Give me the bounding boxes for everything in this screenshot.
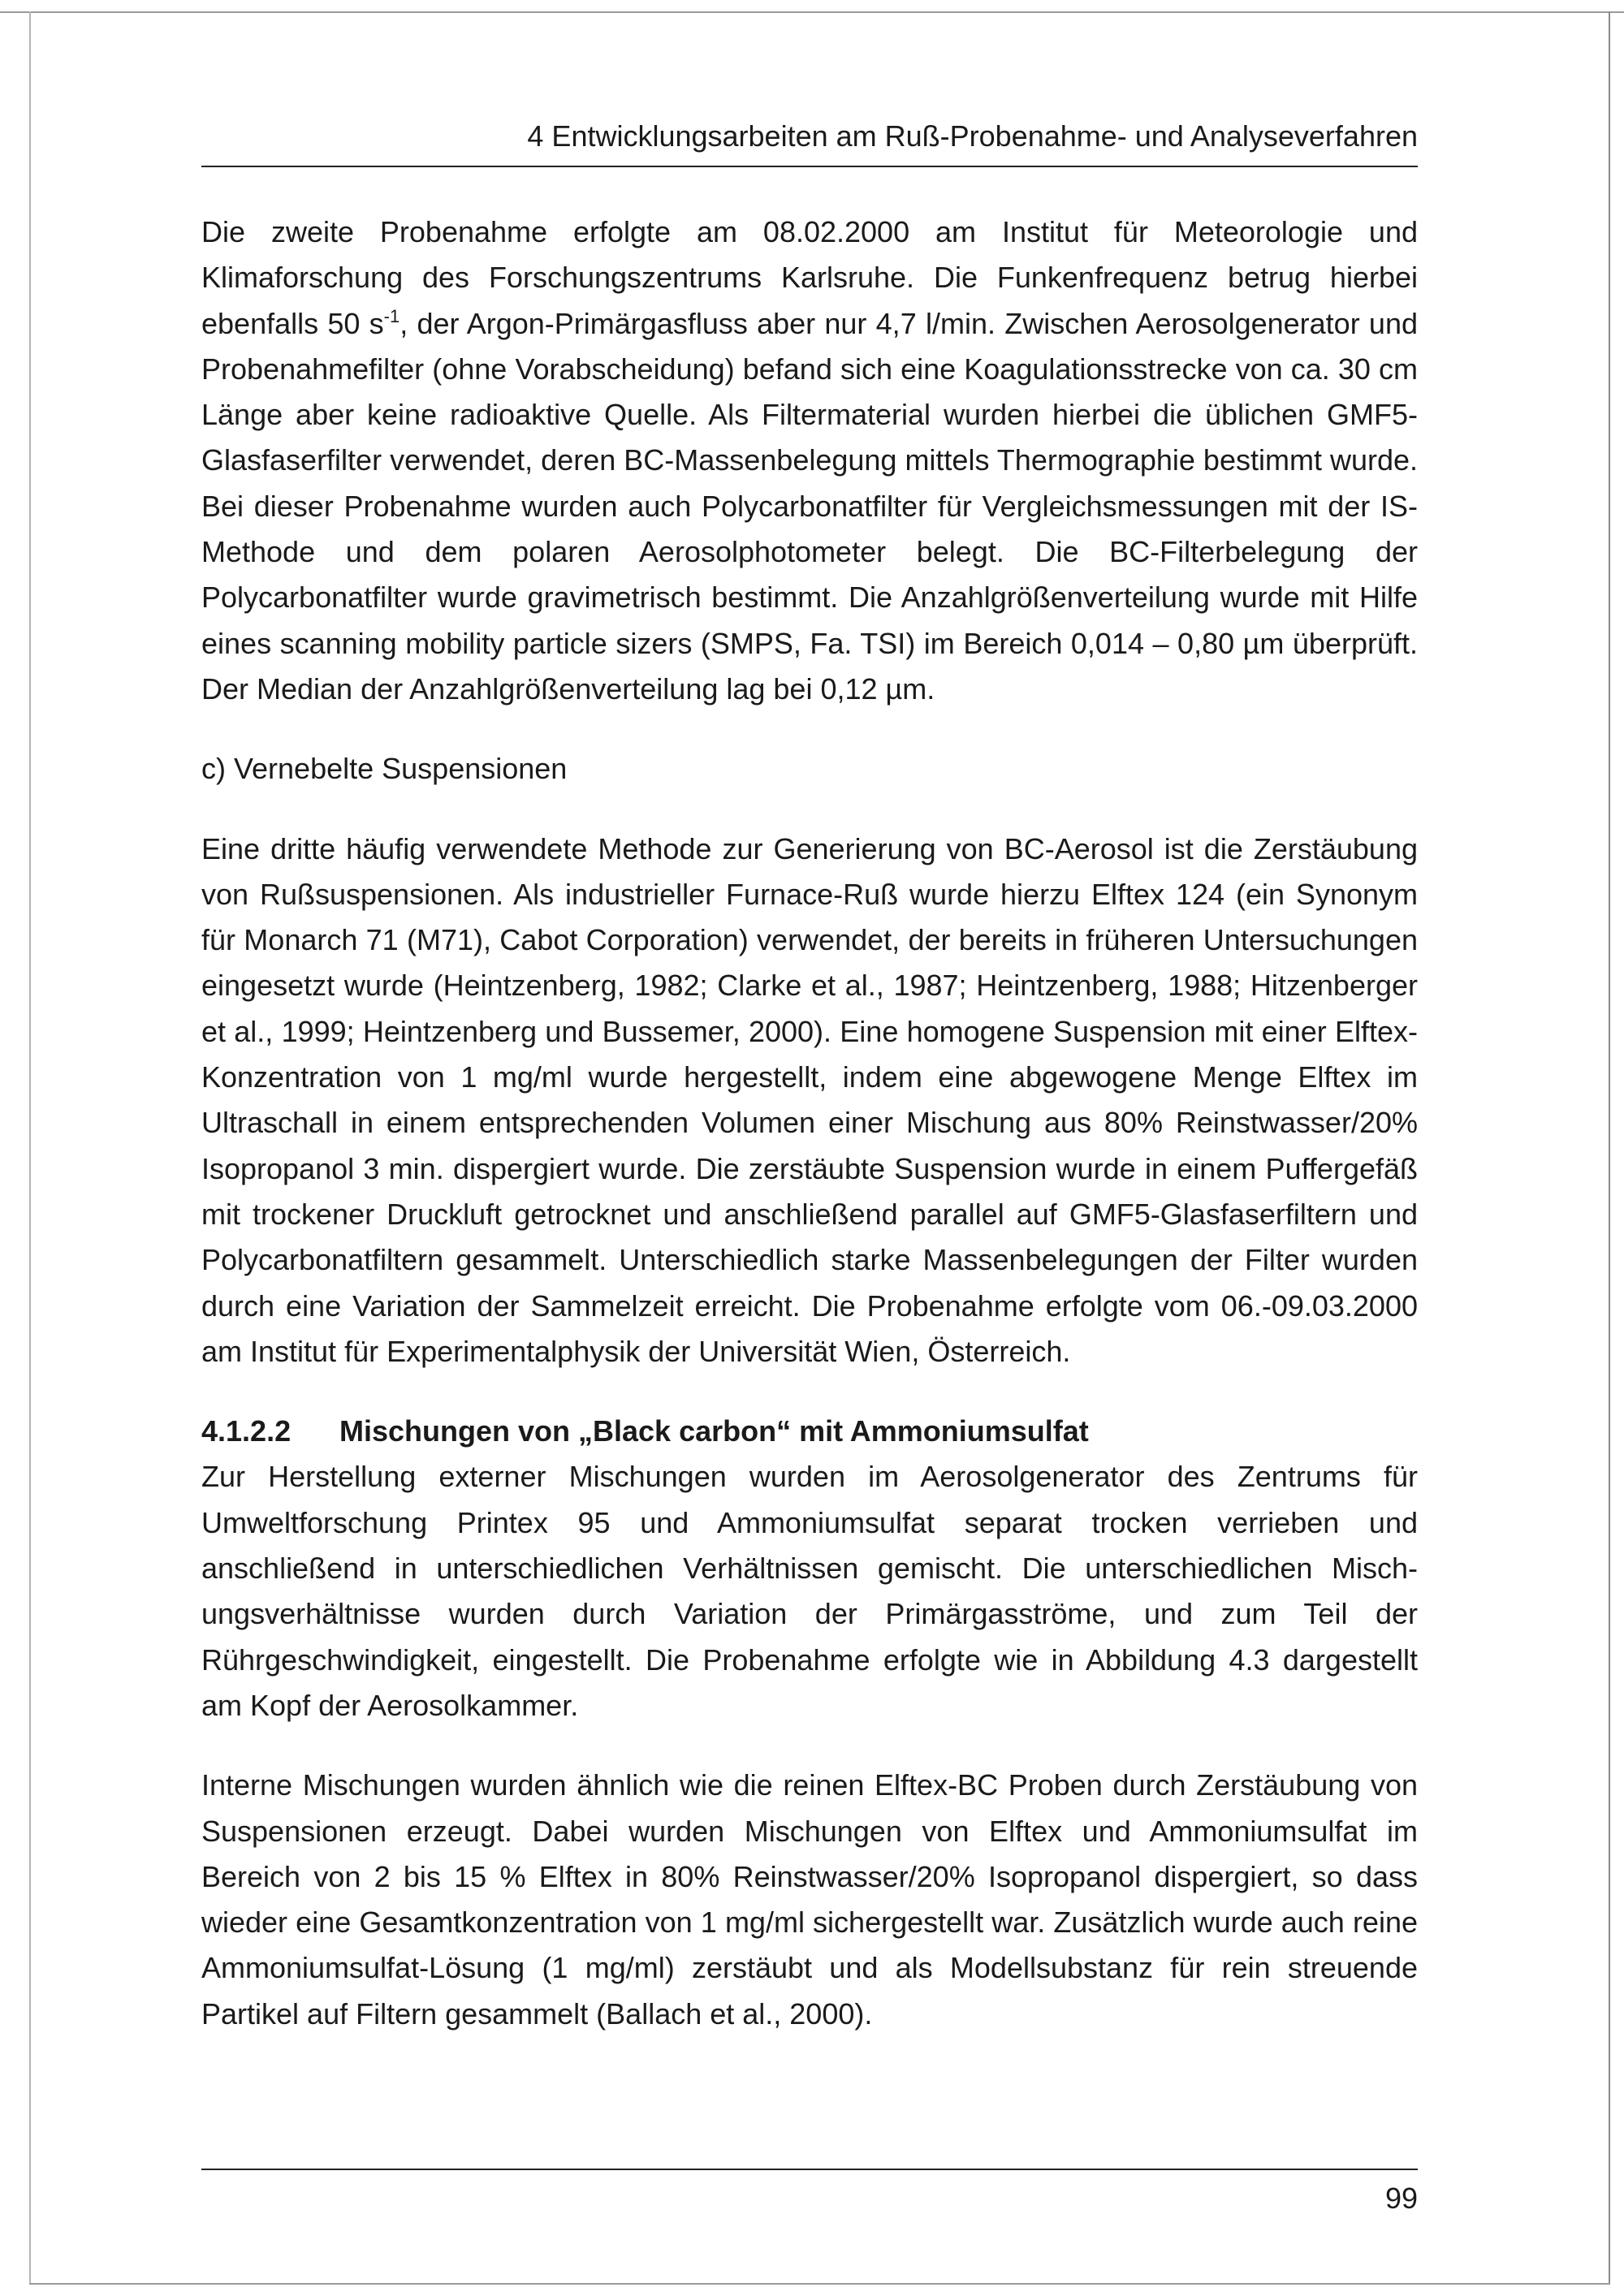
section-number: 4.1.2.2 — [201, 1414, 292, 1448]
spacer — [201, 1375, 1418, 1409]
scan-edge-right — [1609, 11, 1610, 2285]
paragraph-suspensions: Eine dritte häufig verwendete Methode zur Generierung von BC-Aerosol ist die Zerstäubung von Rußsuspensionen. Als industrieller Furnace-Ruß wurde hierzu Elftex 124 (ein Synonym für Monarch 71 (M71), Cabot Corporation) verwendet, der bereits in früheren Untersuchungen eingesetzt wurde (Heintzenberg, 1982; Clarke et al., 1987; Heintzenberg, 1988; Hitzenberger et al., 1999; Heintzenberg und Bussemer, 2000). Eine homogene Suspension mit einer Elftex-Konzentration von 1 mg/ml wurde hergestellt, indem eine abgewogene Menge Elftex im Ultraschall in einem entsprechenden Volumen einer Mischung aus 80% Reinstwasser/20% Isopropanol 3 min. dispergiert wurde. Die zerstäubte Suspension wurde in einem Puffergefäß mit trockener Druckluft getrocknet und anschließend parallel auf GMF5-Glasfaserfiltern und Polycarbonatfiltern gesammelt. Unterschiedlich starke Massenbelegungen der Filter wurden durch eine Variation der Sammelzeit erreicht. Die Probenahme erfolgte vom 06.-09.03.2000 am Institut für Experimentalphysik der Universität Wien, Österreich. — [201, 831, 1418, 1368]
footer-rule — [201, 2169, 1418, 2170]
section-heading — [201, 1409, 1418, 1454]
page-content — [201, 209, 1418, 2037]
subheading-suspensions: c) Vernebelte Suspensionen — [201, 752, 568, 786]
paragraph-text: , der Argon-Primärgasfluss aber nur 4,7 l/min. Zwischen Aerosolgenerator und Probenahmefilter (ohne Vorabscheidung) befand sich eine Koagulationsstrecke von ca. 30 cm Länge aber keine radioaktive Quelle. Als Filtermaterial wurden hierbei die üblichen GMF5-Glasfaserfilter verwendet, deren BC-Massenbelegung mittels Thermographie bestimmt wurde. Bei dieser Probenahme wurden auch Polycarbonatfilter für Vergleichsmessungen mit der IS-Methode und dem polaren Aerosolphotometer belegt. Die BC-Filterbelegung der Polycarbonatfilter wurde gravimetrisch bestimmt. Die Anzahlgrößenverteilung wurde mit Hilfe eines scanning mobility particle sizers (SMPS, Fa. TSI) im Bereich 0,014 – 0,80 µm überprüft. Der Median der Anzahlgrößenverteilung lag bei 0,12 µm. — [201, 306, 1419, 706]
spacer — [201, 712, 1418, 746]
spacer — [201, 792, 1418, 826]
running-header: 4 Entwicklungsarbeiten am Ruß-Probenahme- und Analyseverfahren — [527, 119, 1418, 153]
paragraph-text: Die zweite Probenahme erfolgte am 08.02.2000 am Institut für Meteorologie und Klimaforschung des Forschungszentrums Karlsruhe. Die Funkenfrequenz betrug hierbei ebenfalls 50 s — [201, 215, 1418, 340]
spacer — [201, 1728, 1418, 1763]
scan-edge-top — [0, 11, 1624, 13]
scan-edge-bottom — [29, 2283, 1610, 2285]
paragraph-internal-mixtures: Interne Mischungen wurden ähnlich wie die reinen Elftex-BC Proben durch Zerstäubung von Suspensionen erzeugt. Dabei wurden Mischungen von Elftex und Ammoniumsulfat im Bereich von 2 bis 15 % Elftex in 80% Reinstwasser/20% Isopropanol dispergiert, so dass wieder eine Gesamtkonzentration von 1 mg/ml sichergestellt war. Zusätzlich wurde auch reine Ammoniumsulfat-Lösung (1 mg/ml) zerstäubt und als Modellsubstanz für rein streuende Partikel auf Filtern gesammelt (Ballach et al., 2000). — [201, 1768, 1418, 2031]
paragraph-sampling-karlsruhe — [201, 209, 1418, 712]
paragraph-external-mixtures: Zur Herstellung externer Mischungen wurden im Aerosolgenerator des Zentrums für Umweltforschung Printex 95 und Ammoniumsulfat separat trocken verrieben und anschließend in unterschiedlichen Verhältnissen gemischt. Die unterschiedlichen Mischungsverhältnisse wurden durch Variation der Primärgasströme, und zum Teil der Rührgeschwindigkeit, eingestellt. Die Probenahme erfolgte wie in Abbildung 4.3 dargestellt am Kopf der Aerosolkammer. — [201, 1460, 1418, 1722]
header-rule — [201, 166, 1418, 167]
superscript: -1 — [383, 305, 400, 326]
scan-edge-left — [29, 11, 31, 2285]
page-number: 99 — [1384, 2182, 1418, 2215]
section-title: Mischungen von „Black carbon“ mit Ammoniumsulfat — [339, 1414, 1089, 1448]
